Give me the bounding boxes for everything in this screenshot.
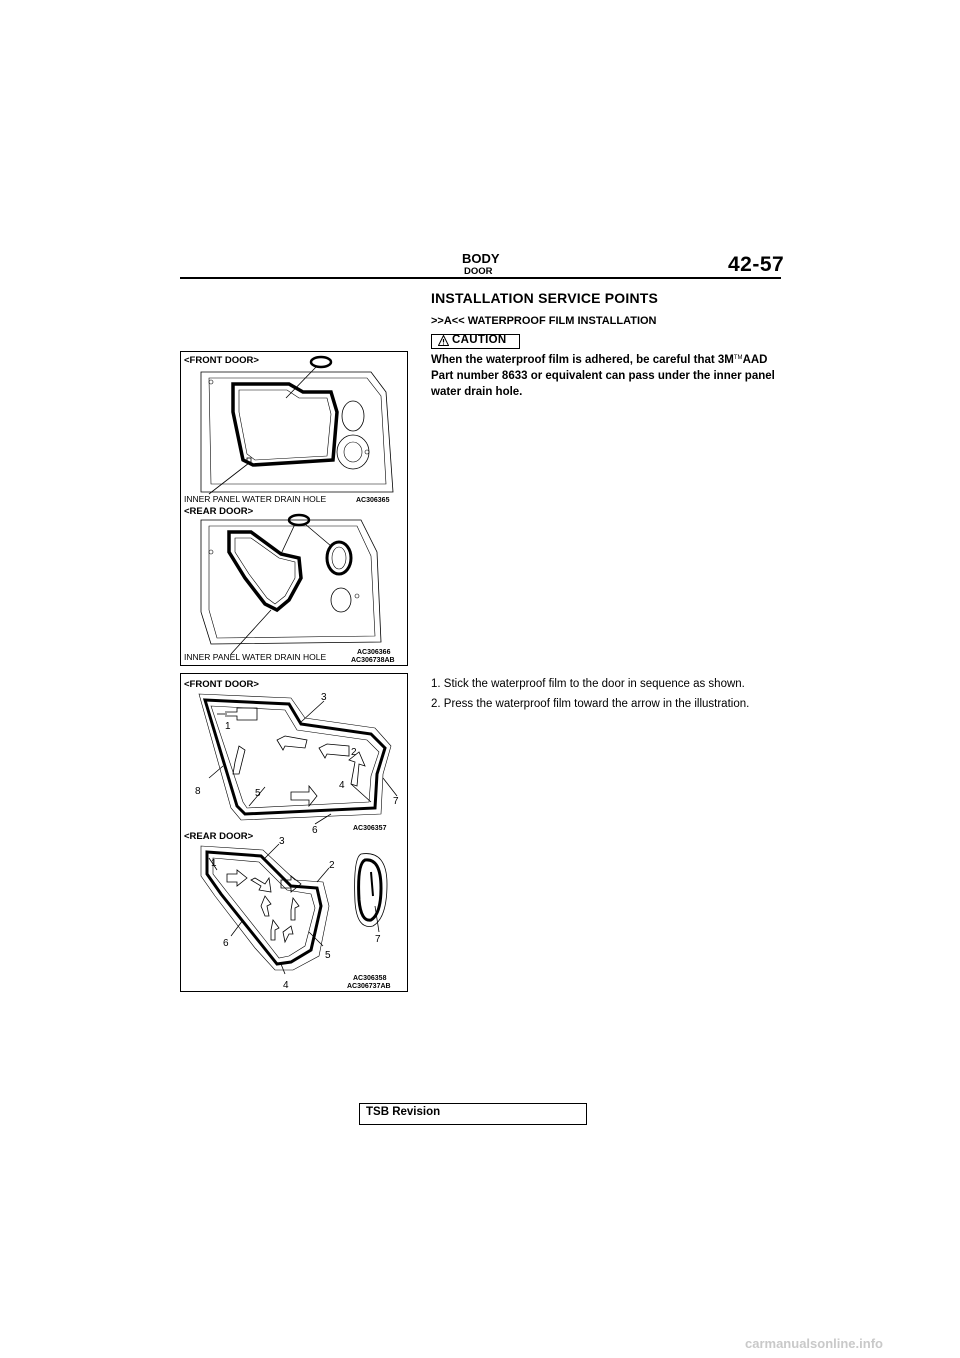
door-panel-illustration (181, 352, 407, 665)
figure-code: AC306357 (353, 825, 387, 832)
tsb-revision-label: TSB Revision (366, 1106, 441, 1118)
drain-hole-label: INNER PANEL WATER DRAIN HOLE (184, 652, 327, 662)
sequence-number: 3 (321, 692, 327, 703)
drain-hole-label: INNER PANEL WATER DRAIN HOLE (184, 494, 327, 504)
rear-door-label: <REAR DOOR> (184, 831, 254, 842)
figure-code: AC306737AB (347, 983, 391, 990)
figure-door-panels (180, 351, 408, 666)
watermark: carmanualsonline.info (745, 1336, 883, 1351)
section-title: BODY (462, 251, 500, 266)
step-item: 2. Press the waterproof film toward the arrow in the illustration. (431, 698, 750, 710)
sequence-number: 6 (312, 825, 318, 836)
sequence-number: 6 (223, 938, 229, 949)
sequence-number: 1 (225, 721, 231, 732)
header-rule (180, 277, 781, 279)
caution-text-prefix: When the waterproof film is adhered, be careful that 3M (431, 354, 734, 366)
caution-label: CAUTION (452, 334, 507, 346)
subsection-title: DOOR (464, 266, 493, 277)
front-door-label: <FRONT DOOR> (184, 679, 259, 690)
rear-door-label: <REAR DOOR> (184, 506, 254, 517)
sequence-number: 7 (393, 796, 399, 807)
caution-text-suffix: AAD Part number 8633 or equivalent can pass under the inner panel water drain hole. (431, 354, 775, 398)
figure-film-sequence (180, 673, 408, 992)
figure-code: AC306738AB (351, 657, 395, 664)
service-points-heading: INSTALLATION SERVICE POINTS (431, 290, 659, 306)
figure-code: AC306366 (357, 649, 391, 656)
warning-triangle-icon (438, 335, 449, 346)
caution-text (431, 350, 776, 400)
sequence-number: 3 (279, 836, 285, 847)
front-door-label: <FRONT DOOR> (184, 355, 259, 366)
sequence-number: 5 (255, 788, 261, 799)
procedure-title: >>A<< WATERPROOF FILM INSTALLATION (431, 315, 657, 327)
film-sequence-illustration (181, 674, 407, 991)
sequence-number: 4 (283, 980, 289, 991)
figure-code: AC306365 (356, 497, 390, 504)
page-number: 42-57 (728, 253, 785, 276)
sequence-number: 5 (325, 950, 331, 961)
sequence-number: 4 (339, 780, 345, 791)
step-item: 1. Stick the waterproof film to the door in sequence as shown. (431, 678, 745, 690)
sequence-number: 1 (211, 858, 217, 869)
sequence-number: 8 (195, 786, 201, 797)
sequence-number: 7 (375, 934, 381, 945)
figure-code: AC306358 (353, 975, 387, 982)
step-list (431, 674, 791, 714)
trademark-mark: TM (733, 355, 743, 361)
sequence-number: 2 (351, 747, 357, 758)
sequence-number: 2 (329, 860, 335, 871)
